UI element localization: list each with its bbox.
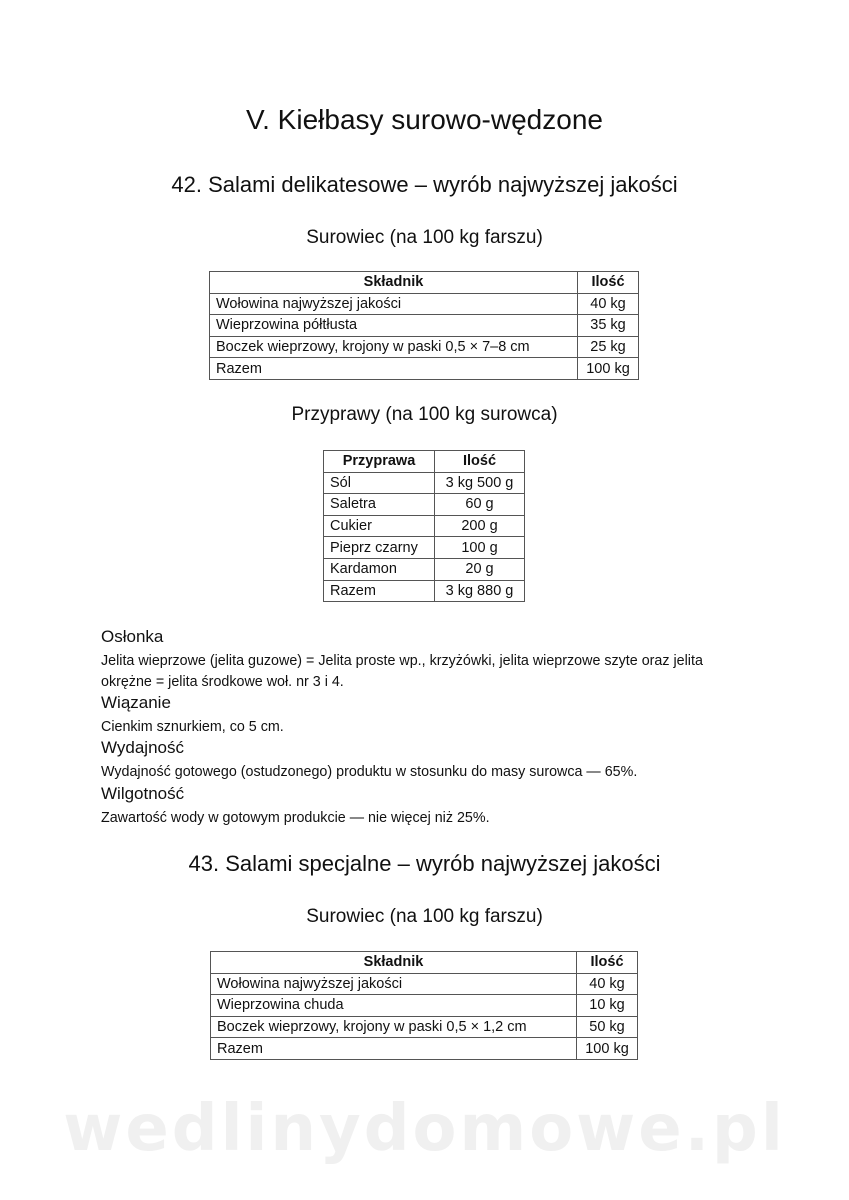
casing-text: Jelita wieprzowe (jelita guzowe) = Jelita proste wp., krzyżówki, jelita wieprzowe szyte oraz jelita okrężne = jelita środkowe woł. nr 3 i 4. <box>101 653 703 690</box>
chapter-title: V. Kiełbasy surowo-wędzone <box>246 104 603 135</box>
table-header-row <box>324 451 525 473</box>
table-cell: 3 kg 500 g <box>435 472 525 494</box>
table-cell: Razem <box>211 1038 577 1060</box>
column-header-amount: Ilość <box>577 952 638 974</box>
table-cell: 35 kg <box>578 315 639 337</box>
moisture-heading: Wilgotność <box>101 784 185 803</box>
table-cell: Saletra <box>324 494 435 516</box>
table-cell: Wołowina najwyższej jakości <box>210 293 578 315</box>
table-cell: Wieprzowina chuda <box>211 995 577 1017</box>
recipe-42-raw-table <box>209 271 639 380</box>
table-cell: 100 kg <box>577 1038 638 1060</box>
table-cell: 100 kg <box>578 358 639 380</box>
table-cell: 3 kg 880 g <box>435 580 525 602</box>
recipe-42-spice-title: Przyprawy (na 100 kg surowca) <box>291 404 558 425</box>
table-row-total <box>211 1038 638 1060</box>
table-cell: 40 kg <box>577 973 638 995</box>
table-cell: 100 g <box>435 537 525 559</box>
table-cell: Kardamon <box>324 558 435 580</box>
table-cell: 60 g <box>435 494 525 516</box>
recipe-42-spice-table <box>323 450 525 602</box>
watermark: wedlinydomowe.pl <box>63 1092 786 1166</box>
column-header-ingredient: Składnik <box>210 272 578 294</box>
recipe-43-title: 43. Salami specjalne – wyrób najwyższej jakości <box>188 851 661 876</box>
table-row-total <box>210 358 639 380</box>
table-cell: 200 g <box>435 515 525 537</box>
recipe-42-title: 42. Salami delikatesowe – wyrób najwyższej jakości <box>171 172 678 197</box>
table-cell: Boczek wieprzowy, krojony w paski 0,5 × 7–8 cm <box>210 336 578 358</box>
table-cell: 10 kg <box>577 995 638 1017</box>
yield-text: Wydajność gotowego (ostudzonego) produktu w stosunku do masy surowca — 65%. <box>101 764 638 780</box>
table-cell: Razem <box>210 358 578 380</box>
recipe-43-raw-title: Surowiec (na 100 kg farszu) <box>306 906 543 927</box>
table-cell: Razem <box>324 580 435 602</box>
column-header-amount: Ilość <box>578 272 639 294</box>
table-row <box>324 472 525 494</box>
table-row <box>210 336 639 358</box>
yield-heading: Wydajność <box>101 738 184 757</box>
table-cell: Sól <box>324 472 435 494</box>
table-header-row <box>211 952 638 974</box>
table-cell: Wieprzowina półtłusta <box>210 315 578 337</box>
moisture-text: Zawartość wody w gotowym produkcie — nie więcej niż 25%. <box>101 810 490 826</box>
casing-heading: Osłonka <box>101 627 164 646</box>
table-row <box>324 515 525 537</box>
recipe-42-raw-title: Surowiec (na 100 kg farszu) <box>306 227 543 248</box>
table-cell: 20 g <box>435 558 525 580</box>
column-header-spice: Przyprawa <box>324 451 435 473</box>
table-row <box>211 973 638 995</box>
table-cell: 50 kg <box>577 1016 638 1038</box>
binding-heading: Wiązanie <box>101 693 171 712</box>
table-row <box>211 995 638 1017</box>
table-row <box>324 494 525 516</box>
table-cell: Wołowina najwyższej jakości <box>211 973 577 995</box>
table-row <box>324 558 525 580</box>
binding-text: Cienkim sznurkiem, co 5 cm. <box>101 719 284 735</box>
table-header-row <box>210 272 639 294</box>
table-row <box>211 1016 638 1038</box>
table-cell: Cukier <box>324 515 435 537</box>
table-row <box>324 537 525 559</box>
table-cell: Pieprz czarny <box>324 537 435 559</box>
table-row-total <box>324 580 525 602</box>
table-cell: 25 kg <box>578 336 639 358</box>
table-cell: Boczek wieprzowy, krojony w paski 0,5 × 1,2 cm <box>211 1016 577 1038</box>
table-row <box>210 293 639 315</box>
recipe-43-raw-table <box>210 951 638 1060</box>
table-cell: 40 kg <box>578 293 639 315</box>
table-row <box>210 315 639 337</box>
column-header-amount: Ilość <box>435 451 525 473</box>
column-header-ingredient: Składnik <box>211 952 577 974</box>
